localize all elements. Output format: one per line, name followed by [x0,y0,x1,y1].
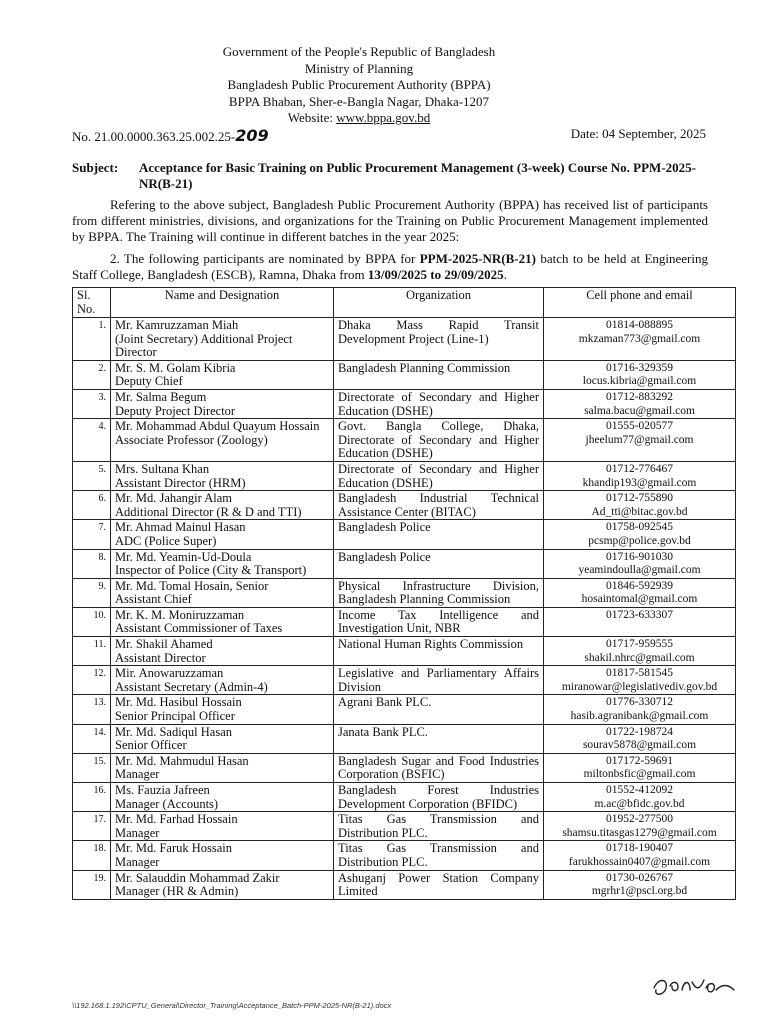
cell-contact [544,753,736,782]
cell-organization: National Human Rights Commission [334,637,544,666]
cell-serial: 6. [73,491,111,520]
participant-email: m.ac@bfidc.gov.bd [594,797,685,810]
table-row [73,666,736,695]
participant-designation: Assistant Director (HRM) [115,475,246,490]
participant-name: Mr. Md. Yeamin-Ud-Doula [115,549,252,564]
participant-designation: Manager [115,854,160,869]
table-row [73,753,736,782]
header-serial: Sl. No. [73,288,111,318]
cell-contact [544,491,736,520]
participant-designation: Manager [115,767,160,782]
participant-phone: 01712-776467 [605,462,674,475]
footer-file-path: \\192.168.1.192\CPTU_General\Director_Training\Acceptance_Batch-PPM-2025-NR(B-21).docx [72,1001,392,1010]
participant-email: Ad_tti@bitac.gov.bd [591,505,688,518]
table-row [73,637,736,666]
cell-organization: Income Tax Intelligence and Investigation Unit, NBR [334,607,544,636]
cell-contact [544,666,736,695]
participant-email: sourav5878@gmail.com [582,739,697,752]
cell-contact [544,461,736,490]
cell-organization: Physical Infrastructure Division, Bangladesh Planning Commission [334,578,544,607]
cell-contact [544,783,736,812]
cell-serial: 15. [73,753,111,782]
cell-organization: Bangladesh Forest Industries Development Corporation (BFIDC) [334,783,544,812]
participant-email: shamsu.titasgas1279@gmail.com [562,826,717,839]
participant-designation: (Joint Secretary) Additional Project Director [115,331,293,360]
table-header-row [73,288,736,318]
table-row [73,724,736,753]
cell-name-designation [111,318,334,361]
participant-name: Mr. Md. Hasibul Hossain [115,695,242,710]
participant-email: farukhossain0407@gmail.com [568,855,711,868]
participant-email: mgrhr1@pscl.org.bd [591,885,688,898]
participant-email: pcsmp@police.gov.bd [588,534,691,547]
participant-email: hasib.agranibank@gmail.com [570,710,709,723]
participant-designation: Manager [115,825,160,840]
participant-name: Mr. Md. Faruk Hossain [115,841,233,856]
letterhead-authority: Bangladesh Public Procurement Authority (BPPA) [227,77,491,92]
participant-designation: ADC (Police Super) [115,533,217,548]
reference-prefix: No. 21.00.0000.363.25.002.25- [72,129,236,144]
participant-phone: 01846-592939 [605,579,674,592]
cell-name-designation [111,578,334,607]
cell-contact [544,389,736,418]
participant-email: shakil.nhrc@gmail.com [584,651,695,664]
table-body [73,318,736,900]
participant-name: Mir. Anowaruzzaman [115,666,224,681]
participant-email: mkzaman773@gmail.com [578,332,701,345]
participant-name: Mr. Md. Jahangir Alam [115,491,233,506]
participant-name: Mr. Mohammad Abdul Quayum Hossain [115,419,320,434]
cell-serial: 7. [73,520,111,549]
website-label: Website: [287,110,337,125]
cell-name-designation [111,724,334,753]
participant-name: Mr. Ahmad Mainul Hasan [115,520,246,535]
cell-contact [544,578,736,607]
cell-serial: 12. [73,666,111,695]
cell-serial: 10. [73,607,111,636]
participant-designation: Assistant Commissioner of Taxes [115,621,283,636]
table-row [73,578,736,607]
participant-phone: 01716-329359 [605,361,674,374]
participant-name: Mr. S. M. Golam Kibria [115,360,236,375]
table-row [73,549,736,578]
cell-serial: 5. [73,461,111,490]
cell-organization: Bangladesh Police [334,520,544,549]
cell-name-designation [111,666,334,695]
cell-contact [544,360,736,389]
handwritten-signature-icon [648,966,738,1006]
table-row [73,461,736,490]
cell-organization: Agrani Bank PLC. [334,695,544,724]
participant-phone: 01730-026767 [605,871,674,884]
body-paragraph-2 [72,251,708,283]
participants-table [72,287,736,900]
cell-organization: Titas Gas Transmission and Distribution PLC. [334,841,544,870]
cell-contact [544,419,736,462]
participant-name: Ms. Fauzia Jafreen [115,783,210,797]
participant-designation: Inspector of Police (City & Transport) [115,563,307,578]
letterhead-government: Government of the People's Republic of Bangladesh [222,44,496,59]
participant-phone: 01718-190407 [605,842,674,855]
cell-name-designation [111,520,334,549]
participant-designation: Assistant Chief [115,592,192,607]
cell-name-designation [111,841,334,870]
cell-name-designation [111,607,334,636]
cell-organization: Directorate of Secondary and Higher Education (DSHE) [334,389,544,418]
cell-organization: Titas Gas Transmission and Distribution PLC. [334,812,544,841]
participant-name: Mr. Md. Tomal Hosain, Senior [115,578,269,593]
cell-name-designation [111,870,334,899]
participant-email: hosaintomal@gmail.com [581,593,698,606]
cell-name-designation [111,695,334,724]
participant-email: yeamindoulla@gmail.com [578,564,701,577]
participant-phone: 01552-412092 [605,784,674,796]
participant-phone: 01814-088895 [605,319,674,331]
cell-contact [544,549,736,578]
cell-serial: 19. [73,870,111,899]
participant-phone: 01716-901030 [605,550,674,563]
cell-name-designation [111,549,334,578]
participant-name: Mr. Md. Sadiqul Hasan [115,724,233,739]
cell-serial: 17. [73,812,111,841]
subject-text: Acceptance for Basic Training on Public Procurement Management (3-week) Course No. PPM-2025-NR(B-21) [139,160,696,191]
para2-end: . [503,267,507,282]
cell-contact [544,607,736,636]
cell-name-designation [111,812,334,841]
letterhead [0,44,718,127]
subject-label: Subject: [72,160,119,175]
table-row [73,318,736,361]
letter-date: Date: 04 September, 2025 [570,126,706,141]
cell-serial: 1. [73,318,111,361]
participant-phone: 01723-633307 [605,608,674,621]
participant-phone: 01712-755890 [605,492,674,505]
participant-email: locus.kibria@gmail.com [582,375,697,388]
table-row [73,491,736,520]
table-row [73,695,736,724]
participant-phone: 01722-198724 [605,725,674,738]
cell-contact [544,637,736,666]
website-link[interactable]: www.bppa.gov.bd [336,110,431,125]
cell-organization: Bangladesh Sugar and Food Industries Corporation (BSFIC) [334,753,544,782]
cell-serial: 9. [73,578,111,607]
header-contact: Cell phone and email [544,288,736,318]
cell-organization: Bangladesh Industrial Technical Assistance Center (BITAC) [334,491,544,520]
participant-phone: 01717-959555 [605,638,674,651]
training-dates: 13/09/2025 to 29/09/2025 [367,267,504,282]
cell-serial: 14. [73,724,111,753]
participant-designation: Deputy Chief [115,374,183,389]
cell-contact [544,724,736,753]
subject [72,160,708,192]
participant-email: miranowar@legislativediv.gov.bd [561,680,718,693]
cell-serial: 4. [73,419,111,462]
cell-serial: 18. [73,841,111,870]
participant-designation: Associate Professor (Zoology) [115,432,268,447]
cell-contact [544,870,736,899]
cell-serial: 3. [73,389,111,418]
handwritten-reference-number: 209 [235,126,269,145]
letterhead-website-line [0,110,718,127]
participant-phone: 01817-581545 [605,667,674,680]
table-row [73,419,736,462]
cell-name-designation [111,389,334,418]
participant-name: Mr. Md. Mahmudul Hasan [115,753,249,768]
participant-name: Mrs. Sultana Khan [115,461,210,476]
cell-organization: Dhaka Mass Rapid Transit Development Project (Line-1) [334,318,544,361]
participant-designation: Manager (Accounts) [115,796,219,811]
participant-designation: Senior Principal Officer [115,709,235,724]
table-row [73,783,736,812]
cell-name-designation [111,360,334,389]
cell-serial: 16. [73,783,111,812]
cell-contact [544,318,736,361]
para2-venue: batch to be held at Engineering Staff College, Bangladesh (ESCB), Ramna, Dhaka from [72,251,708,282]
participant-name: Mr. K. M. Moniruzzaman [115,607,245,622]
cell-contact [544,695,736,724]
cell-name-designation [111,783,334,812]
cell-organization: Legislative and Parliamentary Affairs Division [334,666,544,695]
participant-phone: 01555-020577 [605,420,674,433]
table-row [73,360,736,389]
participant-email: salma.bacu@gmail.com [584,404,695,417]
participant-designation: Senior Officer [115,738,187,753]
participant-email: khandip193@gmail.com [582,476,697,489]
cell-organization: Janata Bank PLC. [334,724,544,753]
participant-name: Mr. Shakil Ahamed [115,637,213,652]
reference-number [72,126,269,145]
cell-organization: Govt. Bangla College, Dhaka, Directorate of Secondary and Higher Education (DSHE) [334,419,544,462]
table-row [73,389,736,418]
cell-name-designation [111,753,334,782]
cell-organization: Bangladesh Police [334,549,544,578]
participant-designation: Deputy Project Director [115,403,236,418]
cell-organization: Directorate of Secondary and Higher Education (DSHE) [334,461,544,490]
participant-phone: 01776-330712 [605,696,674,709]
header-organization: Organization [334,288,544,318]
cell-serial: 11. [73,637,111,666]
table-row [73,812,736,841]
table-row [73,841,736,870]
letterhead-ministry: Ministry of Planning [304,60,414,76]
cell-organization: Bangladesh Planning Commission [334,360,544,389]
cell-serial: 13. [73,695,111,724]
cell-name-designation [111,637,334,666]
participant-phone: 01758-092545 [605,521,674,534]
cell-organization: Ashuganj Power Station Company Limited [334,870,544,899]
cell-serial: 2. [73,360,111,389]
participant-name: Mr. Salma Begum [115,389,207,404]
participant-designation: Additional Director (R & D and TTI) [115,504,302,519]
participant-phone: 017172-59691 [605,754,674,767]
participant-email: miltonbsfic@gmail.com [583,768,696,781]
participant-email: jheelum77@gmail.com [585,433,694,446]
cell-contact [544,812,736,841]
participant-name: Mr. Kamruzzaman Miah [115,318,239,332]
table-row [73,870,736,899]
header-name: Name and Designation [111,288,334,318]
cell-contact [544,841,736,870]
participant-designation: Assistant Secretary (Admin-4) [115,679,268,694]
cell-serial: 8. [73,549,111,578]
participant-phone: 01712-883292 [605,390,674,403]
body-paragraph-1: Refering to the above subject, Bangladesh Public Procurement Authority (BPPA) has received list of participants from different ministries, divisions, and organizations for the Training on Public Procurement Management implemented by BPPA. The Training will continue in different batches in the year 2025: [72,197,708,244]
cell-contact [544,520,736,549]
batch-code: PPM-2025-NR(B-21) [419,251,536,266]
table-row [73,520,736,549]
table-row [73,607,736,636]
participant-name: Mr. Salauddin Mohammad Zakir [115,870,280,885]
participant-phone: 01952-277500 [605,813,674,826]
participant-designation: Manager (HR & Admin) [115,884,239,899]
participant-designation: Assistant Director [115,650,206,665]
cell-name-designation [111,491,334,520]
letterhead-address: BPPA Bhaban, Sher-e-Bangla Nagar, Dhaka-1207 [228,93,490,109]
para2-intro: 2. The following participants are nominated by BPPA for [110,251,420,266]
cell-name-designation [111,461,334,490]
participant-name: Mr. Md. Farhad Hossain [115,812,238,827]
cell-name-designation [111,419,334,462]
